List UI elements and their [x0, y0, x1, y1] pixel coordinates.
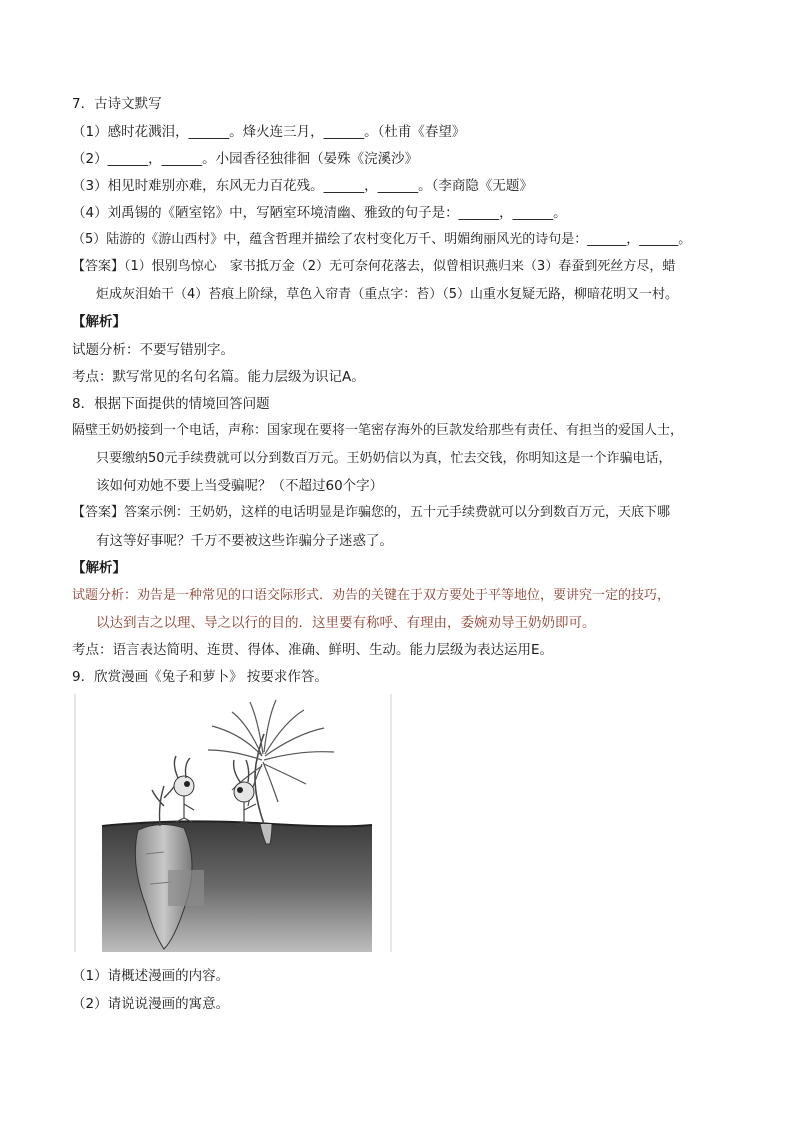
q7-item-1: （1）感时花溅泪，______。烽火连三月，______。（杜甫《春望》 [72, 124, 466, 140]
q7-item-3: （3）相见时难别亦难，东风无力百花残。______，______。（李商隐《无题》 [72, 178, 533, 194]
q8-prompt-line-3: 该如何劝她不要上当受骗呢？（不超过60个字） [96, 478, 384, 494]
q9-sub-question-2: （2）请说说漫画的寓意。 [72, 996, 230, 1012]
q9-sub-question-1: （1）请概述漫画的内容。 [72, 968, 230, 984]
q8-title: 8．根据下面提供的情境回答问题 [72, 396, 270, 412]
q8-analysis-line-2: 以达到吉之以理、导之以行的目的．这里要有称呼、有理由，委婉劝导王奶奶即可。 [96, 615, 596, 631]
q7-answer-line-1: 【答案】（1）恨别鸟惊心 家书抵万金（2）无可奈何花落去，似曾相识燕归来（3）春蚕到死丝方尽，蜡 [72, 259, 676, 274]
q8-answer-line-1: 【答案】答案示例：王奶奶，这样的电话明显是诈骗您的，五十元手续费就可以分到数百万元，天底下哪 [72, 505, 671, 520]
q7-analysis-label: 【解析】 [72, 314, 126, 330]
q8-analysis-label: 【解析】 [72, 560, 126, 576]
q9-title: 9．欣赏漫画《兔子和萝卜》 按要求作答。 [72, 669, 328, 685]
q8-kaodian: 考点：语言表达简明、连贯、得体、准确、鲜明、生动。能力层级为表达运用E。 [72, 642, 554, 658]
q7-title: 7．古诗文默写 [72, 96, 162, 112]
q7-item-2: （2）______，______。小园香径独徘徊（晏殊《浣溪沙》 [72, 151, 419, 167]
q7-item-4: （4）刘禹锡的《陋室铭》中，写陋室环境清幽、雅致的句子是：______，______。 [72, 205, 567, 221]
q8-prompt-line-2: 只要缴纳50元手续费就可以分到数百万元。王奶奶信以为真，忙去交钱，你明知这是一个诈骗电话， [96, 451, 672, 466]
rabbit-carrot-cartoon [72, 694, 392, 952]
q7-analysis: 试题分析：不要写错别字。 [72, 342, 234, 358]
q7-kaodian: 考点：默写常见的名句名篇。能力层级为识记A。 [72, 369, 365, 385]
q7-answer-line-2: 炬成灰泪始干（4）苔痕上阶绿，草色入帘青（重点字：苔）（5）山重水复疑无路，柳暗花明又一村。 [96, 287, 679, 302]
q7-item-5: （5）陆游的《游山西村》中，蕴含哲理并描绘了农村变化万千、明媚绚丽风光的诗句是：______，______。 [72, 232, 692, 247]
q8-analysis-line-1: 试题分析：劝告是一种常见的口语交际形式．劝告的关键在于双方要处于平等地位，要讲究一定的技巧， [72, 588, 671, 603]
q8-prompt-line-1: 隔壁王奶奶接到一个电话，声称：国家现在要将一笔密存海外的巨款发给那些有责任、有担当的爱国人士， [72, 423, 684, 438]
q8-answer-line-2: 有这等好事呢？千万不要被这些诈骗分子迷惑了。 [96, 533, 393, 549]
